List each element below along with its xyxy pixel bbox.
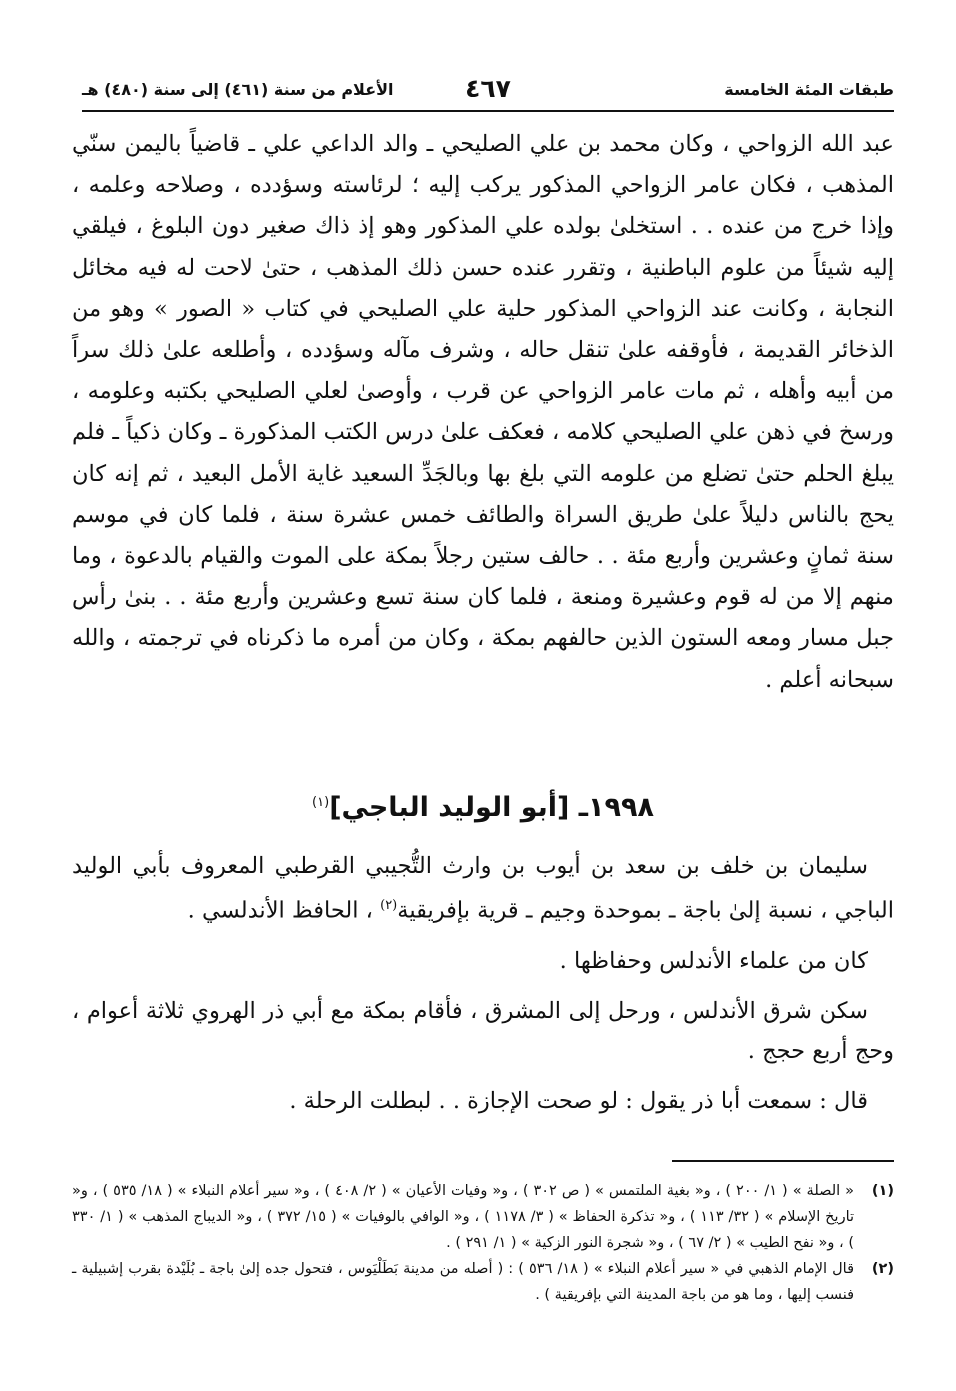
footnote-text: « الصلة » ( ١/ ٢٠٠ ) ، و« بغية الملتمس » ( ص ٣٠٢ ) ، و« وفيات الأعيان » ( ٢/ ٤٠٨ ) ، و« سير أعلام النبلاء » ( ١٨/ ٥٣٥ ) ، و« تاريخ الإسلام » ( ٣٢/ ١١٣ ) ، و« تذكرة الحفاظ » ( ٣/ ١١٧٨ ) ، و« الوافي بالوفيات » ( ١٥/ ٣٧٢ ) ، و« الديباج المذهب » ( ١/ ٣٣٠ ) ، و« نفح الطيب » ( ٢/ ٦٧ ) ، و« شجرة النور الزكية » ( ١/ ٢٩١ ) . (72, 1183, 855, 1251)
entry-title-text: ١٩٩٨ـ [أبو الوليد الباجي] (329, 792, 654, 823)
header-rule (82, 110, 894, 112)
continued-biography (72, 124, 894, 701)
footnote-number: (٢) (871, 1261, 894, 1277)
entry-paragraph-3: سكن شرق الأندلس ، ورحل إلى المشرق ، فأقام بمكة مع أبي ذر الهروي ثلاثة أعوام ، وحج أربع حجج . (72, 997, 894, 1064)
entry-intro-text: سليمان بن خلف بن سعد بن أيوب بن وارث التُّجيبي القرطبي المعروف بأبي الوليد الباجي ، نسبة إلىٰ باجة ـ بموحدة وجيم ـ قرية بإفريقية (72, 853, 894, 924)
entry-heading (72, 792, 894, 823)
body-paragraph: عبد الله الزواحي ، وكان محمد بن علي الصليحي ـ والد الداعي علي ـ قاضياً باليمن سنّي المذهب ، فكان عامر الزواحي المذكور يركب إليه ؛ لرئاسته وسؤدده ، وصلاحه وعلمه ، وإذا خرج من عنده . . استخلىٰ بولده علي المذكور وهو إذ ذاك صغير دون البلوغ ، فيلقي إليه شيئاً من علوم الباطنية ، وتقرر عنده حسن ذلك المذهب ، حتىٰ لاحت له فيه مخائل النجابة ، وكانت عند الزواحي المذكور حلية علي الصليحي في كتاب « الصور » وهو من الذخائر القديمة ، فأوقفه علىٰ تنقل حاله ، وشرف مآله وسؤدده ، وأطلعه علىٰ ذلك سراً من أبيه وأهله ، ثم مات عامر الزواحي عن قرب ، وأوصىٰ لعلي الصليحي بكتبه وعلومه ، ورسخ في ذهن علي الصليحي كلامه ، فعكف علىٰ درس الكتب المذكورة ـ وكان ذكياً ـ فلم يبلغ الحلم حتىٰ تضلع من علومه التي بلغ بها وبالجَدِّ السعيد غاية الأمل البعيد ، ثم إنه كان يحج بالناس دليلاً علىٰ طريق السراة والطائف خمس عشرة سنة ، فلما كان في موسم سنة ثمانٍ وعشرين وأربع مئة . . حالف ستين رجلاً بمكة على الموت والقيام بالدعوة ، وما منهم إلا من له قوم وعشيرة ومنعة ، فلما كان سنة تسع وعشرين وأربع مئة . . بنىٰ رأس جبل مسار ومعه الستون الذين حالفهم بمكة ، وكان من أمره ما ذكرناه في ترجمته ، والله سبحانه أعلم . (72, 131, 894, 693)
footnote-ref-2[interactable]: (٢) (380, 898, 398, 913)
footnote-ref-1[interactable]: (١) (312, 795, 330, 810)
entry-paragraph-4: قال : سمعت أبا ذر يقول : لو صحت الإجازة . . لبطلت الرحلة . (289, 1087, 868, 1114)
footnote-text: قال الإمام الذهبي في « سير أعلام النبلاء » ( ١٨/ ٥٣٦ ) : ( أصله من مدينة بَطَلْيَوس ، فتحول جده إلىٰ باجة ـ بُلَيْدة بقرب إشبيلية ـ فنسب إليها ، وما هو من باجة المدينة التي بإفريقية ) . (72, 1261, 854, 1303)
footnote-number: (١) (871, 1183, 894, 1199)
footnote-rule (672, 1160, 894, 1162)
footnote-1 (72, 1178, 894, 1256)
chapter-range: الأعلام من سنة (٤٦١) إلى سنة (٤٨٠) هـ (82, 80, 394, 99)
section-title: طبقات المئة الخامسة (724, 80, 894, 99)
entry-paragraph-2: كان من علماء الأندلس وحفاظها . (559, 947, 868, 974)
entry-intro-tail: ، الحافظ الأندلسي . (187, 897, 381, 924)
entry-intro (72, 846, 894, 931)
footnote-2 (72, 1256, 894, 1308)
running-header (82, 74, 894, 106)
page-number: ٤٦٧ (465, 74, 511, 103)
entry-body (72, 846, 894, 1131)
footnotes (72, 1178, 894, 1308)
